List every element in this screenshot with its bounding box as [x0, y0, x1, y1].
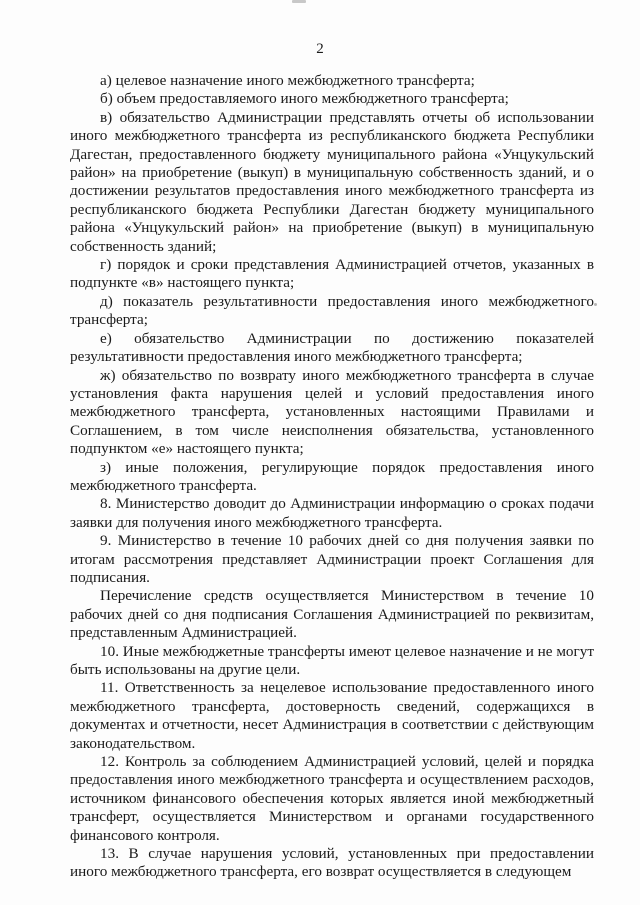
paragraph-b: б) объем предоставляемого иного межбюджетного трансферта;	[100, 90, 509, 108]
scan-artifact	[292, 0, 306, 3]
scan-artifact-dot	[594, 303, 597, 306]
paragraph-v: в) обязательство Администрации представлять отчеты об использовании иного межбюджетного трансферта из республиканского бюджета Республики Дагестан, предоставленного бюджету муниципального района «Унцукульский район» на приобретение (выкуп) в муниципальную собственность зданий, и о достижении результатов предоставления иного межбюджетного трансферта из республиканского бюджета Республики Дагестан бюджету муниципального района «Унцукульский район» на приобретение (выкуп) в муниципальную собственность зданий;	[70, 108, 594, 255]
paragraph-11: 11. Ответственность за нецелевое использование предоставленного иного межбюджетного трансферта, достоверность сведений, содержащихся в документах и отчетности, несет Администрация в соответствии с действующим законодательством.	[70, 679, 594, 752]
paragraph-g: г) порядок и сроки представления Администрацией отчетов, указанных в подпункте «в» настоящего пункта;	[70, 256, 594, 292]
paragraph-e: е) обязательство Администрации по достижению показателей результативности предоставления иного межбюджетного трансферта;	[70, 329, 594, 366]
paragraph-8: 8. Министерство доводит до Администрации информацию о сроках подачи заявки для получения иного межбюджетного трансферта.	[70, 495, 594, 531]
paragraph-9-transfer: Перечисление средств осуществляется Министерством в течение 10 рабочих дней со дня подписания Соглашения Администрацией по реквизитам, представленным Администрацией.	[70, 587, 594, 642]
document-body	[70, 72, 594, 882]
paragraph-zh: ж) обязательство по возврату иного межбюджетного трансферта в случае установления факта нарушения целей и условий предоставления иного межбюджетного трансферта, установленных настоящими Правилами и Соглашением, в том числе неисполнения обязательства, установленного подпунктом «е» настоящего пункта;	[70, 366, 594, 458]
paragraph-a: а) целевое назначение иного межбюджетного трансферта;	[100, 72, 475, 89]
paragraph-9: 9. Министерство в течение 10 рабочих дней со дня получения заявки по итогам рассмотрения представляет Администрации проект Соглашения для подписания.	[70, 532, 594, 586]
page-number: 2	[316, 41, 324, 57]
paragraph-12: 12. Контроль за соблюдением Администрацией условий, целей и порядка предоставления иного межбюджетного трансферта и осуществлением расходов, источником финансового обеспечения которых является иной межбюджетный трансферт, осуществляется Министерством и органами государственного финансового контроля.	[70, 753, 594, 844]
paragraph-z: з) иные положения, регулирующие порядок предоставления иного межбюджетного трансферта.	[70, 458, 594, 494]
paragraph-13: 13. В случае нарушения условий, установленных при предоставлении иного межбюджетного трансферта, его возврат осуществляется в следующем	[70, 845, 594, 881]
paragraph-d: д) показатель результативности предоставления иного межбюджетного трансферта;	[70, 292, 594, 329]
paragraph-10: 10. Иные межбюджетные трансферты имеют целевое назначение и не могут быть использованы на другие цели.	[70, 642, 594, 678]
